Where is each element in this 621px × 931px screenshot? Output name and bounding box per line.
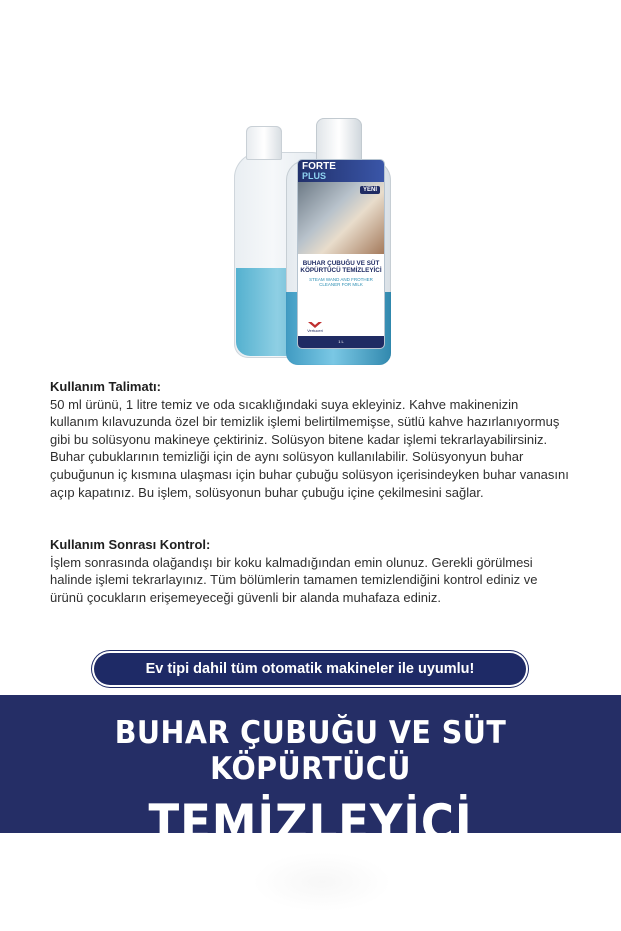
brand-suffix: PLUS [302, 171, 327, 181]
label-title: BUHAR ÇUBUĞU VE SÜT KÖPÜRTÜCÜ TEMİZLEYİCİ [300, 260, 382, 274]
background-shadow [252, 852, 392, 912]
small-cap [246, 126, 282, 160]
label-brand-area [298, 160, 384, 182]
compatibility-banner: Ev tipi dahil tüm otomatik makineler ile uyumlu! [94, 653, 526, 685]
after-use-check [50, 536, 570, 606]
product-title-banner [0, 695, 621, 852]
logo-text: Vertuceri [307, 328, 323, 333]
brand-logo [304, 322, 326, 334]
usage-instructions [50, 378, 570, 501]
after-use-paragraph: İşlem sonrasında olağandışı bir koku kalmadığından emin olunuz. Gerekli görülmesi halinde işlemi tekrarlayınız. Tüm bölümlerin tamamen temizlendiğini kontrol ediniz ve ürünü çocukların erişemeyeceği güvenli bir alanda muhafaza ediniz. [50, 554, 538, 605]
product-label [298, 160, 384, 348]
banner-title-line-1: BUHAR ÇUBUĞU VE SÜT KÖPÜRTÜCÜ [114, 715, 507, 787]
banner-title-line-2: TEMİZLEYİCİ [148, 794, 473, 852]
usage-paragraph-1: 50 ml ürünü, 1 litre temiz ve oda sıcaklığındaki suya ekleyiniz. Kahve makinenizin kullanım kılavuzunda özel bir temizlik işlemi belirtilmemişse, sütlü kahve hazırlanıyormuş gibi bu solüsyonu makineye çektiriniz. Solüsyon bitene kadar işlemi tekrarlayabilirsiniz. [50, 396, 560, 447]
usage-paragraph-2: Buhar çubuklarının temizliği için de aynı solüsyon kullanılabilir. Solüsyonyun buhar çubuğunun iç kısmına ulaşması için buhar çubuğu solüsyon içerisindeyken buhar vanasını açıp kapatınız. Bu işlem, solüsyonun buhar çubuğu içine çekilmesini sağlar. [50, 449, 569, 500]
main-cap [316, 118, 362, 162]
label-subtitle: STEAM WAND AND FROTHER CLEANER FOR MILK [309, 277, 373, 287]
after-use-heading: Kullanım Sonrası Kontrol: [50, 537, 211, 552]
product-image [228, 112, 393, 367]
new-badge: YENİ [360, 186, 380, 194]
volume-band: 1 L [298, 336, 384, 348]
usage-heading: Kullanım Talimatı: [50, 379, 161, 394]
label-photo [298, 182, 384, 254]
brand-name: FORTE [302, 161, 336, 172]
